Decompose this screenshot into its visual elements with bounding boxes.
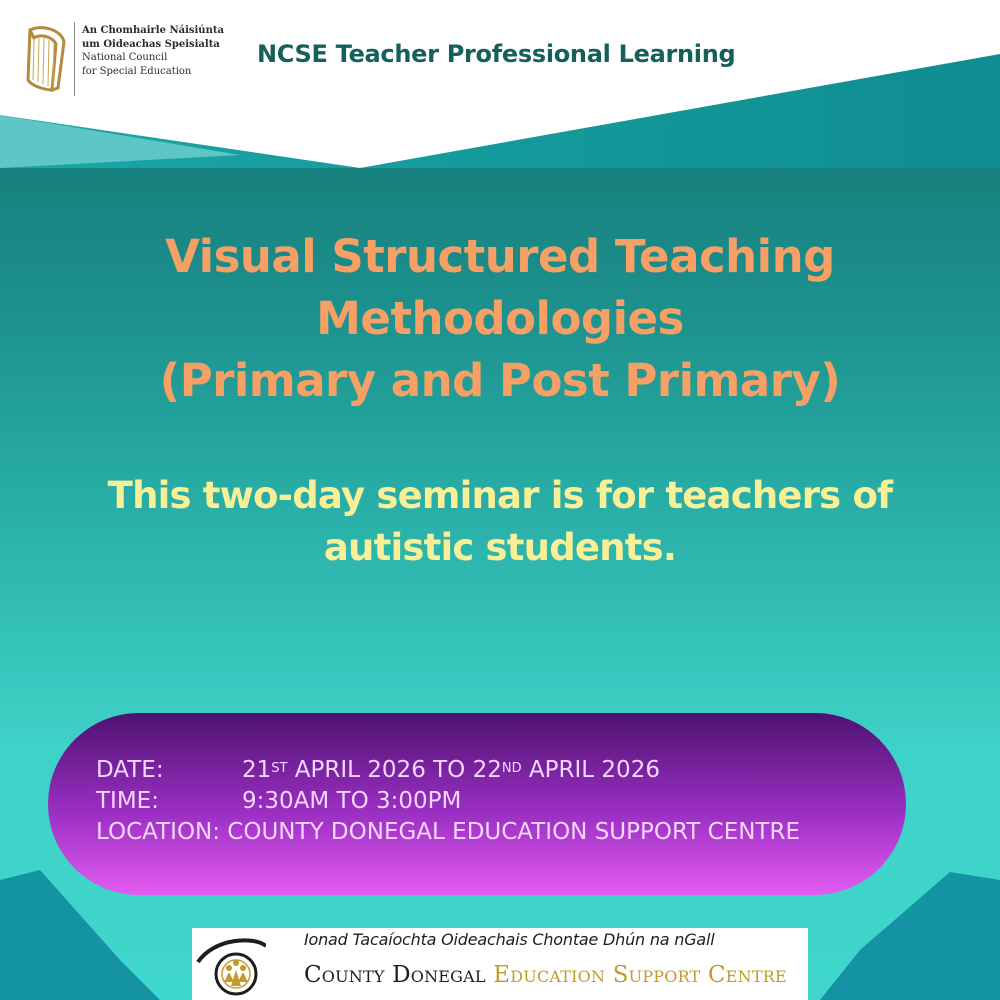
logo-line-irish-1: An Chomhairle Náisiúnta	[82, 25, 224, 36]
time-value: 9:30AM TO 3:00PM	[242, 788, 462, 814]
right-mountain-shape	[820, 872, 1000, 1000]
time-row	[96, 786, 800, 817]
location-value: COUNTY DONEGAL EDUCATION SUPPORT CENTRE	[220, 819, 800, 845]
location-row	[96, 817, 800, 848]
education-centre-emblem-icon	[196, 932, 266, 1000]
education-centre-banner	[192, 928, 808, 1000]
header-title: NCSE Teacher Professional Learning	[257, 40, 736, 68]
time-label: TIME:	[96, 788, 159, 814]
date-label: DATE:	[96, 757, 164, 783]
course-title-line-3: (Primary and Post Primary)	[159, 354, 841, 407]
ncse-logo	[22, 20, 224, 98]
seminar-description	[30, 470, 970, 574]
logo-line-irish-2: um Oideachas Speisialta	[82, 38, 220, 50]
date-value: 21ST APRIL 2026 TO 22ND APRIL 2026	[242, 757, 660, 783]
date-row	[96, 755, 800, 786]
seminar-description-line-2: autistic students.	[323, 526, 677, 569]
logo-line-english-1: National Council	[82, 52, 168, 63]
logo-divider	[74, 22, 75, 96]
harp-icon	[22, 24, 68, 94]
logo-text	[82, 24, 224, 78]
education-centre-english-name: County Donegal Education Support Centre	[304, 962, 787, 988]
seminar-description-line-1: This two-day seminar is for teachers of	[107, 474, 893, 517]
course-title	[40, 226, 960, 412]
education-centre-irish-name: Ionad Tacaíochta Oideachais Chontae Dhún na nGall	[304, 930, 715, 949]
logo-line-english-2: for Special Education	[82, 65, 192, 77]
course-title-line-1: Visual Structured Teaching	[165, 230, 835, 283]
course-title-line-2: Methodologies	[316, 292, 684, 345]
event-details	[96, 755, 800, 848]
location-label: LOCATION:	[96, 819, 220, 845]
